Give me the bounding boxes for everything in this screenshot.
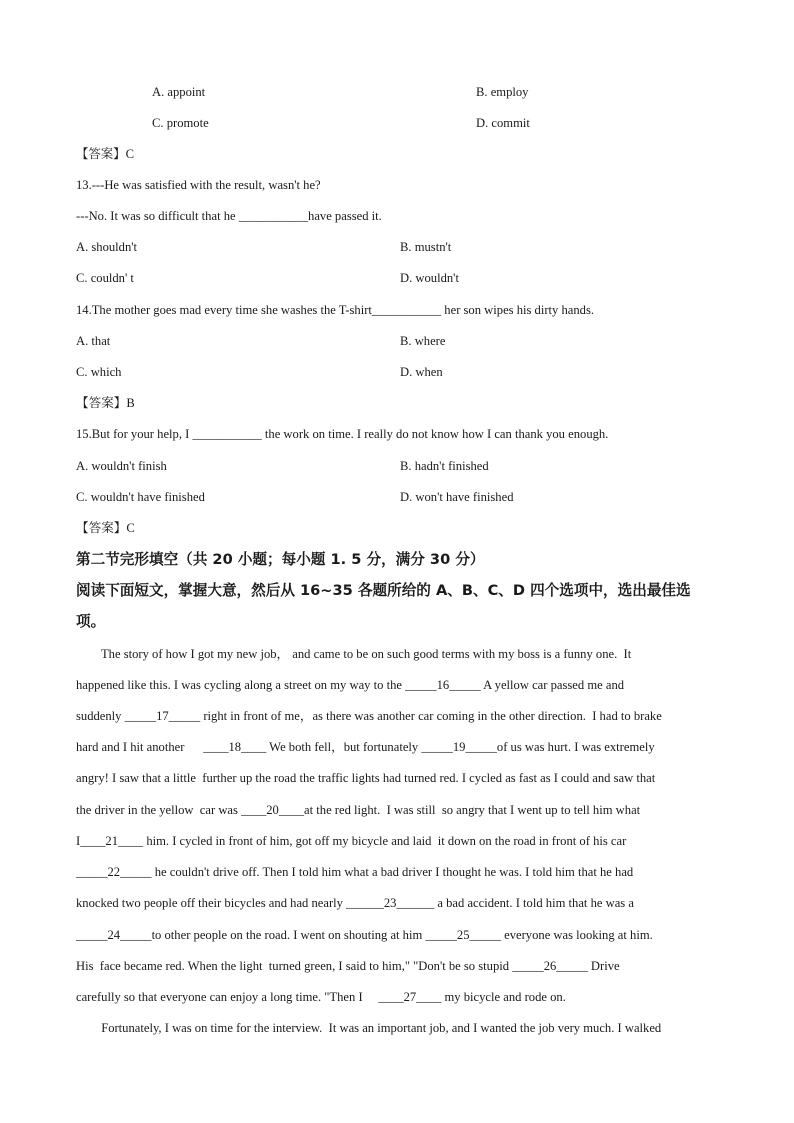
passage-text: everyone was looking at him. <box>500 928 653 942</box>
cloze-blank: _____26_____ <box>512 959 588 973</box>
passage-text: angry! I saw that a little further up the road the traffic lights had turned red. I cycled as fast as I could and saw that <box>76 771 656 785</box>
q12-answer <box>76 144 736 164</box>
q14-stem-pre: 14.The mother goes mad every time she washes the T-shirt <box>76 303 372 317</box>
passage-text: of us was hurt. I was extremely <box>496 740 655 754</box>
q14-answer <box>76 393 736 413</box>
answer-tag: 【答案】 <box>76 395 127 410</box>
q13-option-a: A. shouldn't <box>76 240 138 254</box>
q13-blank: ___________ <box>238 209 309 223</box>
cloze-blank: ____20____ <box>241 803 305 817</box>
cloze-blank: _____17_____ <box>124 709 201 723</box>
q13-option-b: B. mustn't <box>400 240 452 254</box>
q14-option-row-1 <box>76 331 736 351</box>
q15-option-row-2 <box>76 487 736 507</box>
passage-text: I <box>76 834 81 848</box>
q14-stem <box>76 300 736 320</box>
passage-text: at the red light. I was still so angry that I went up to tell him what <box>304 803 641 817</box>
cloze-blank: ____27____ <box>378 990 442 1004</box>
passage-text: Fortunately, I was on time for the interview. It was an important job, and I wanted the job very much. I walked <box>76 1021 662 1035</box>
passage-line <box>76 893 726 913</box>
cloze-blank: _____24_____ <box>76 928 152 942</box>
passage-text: happened like this. I was cycling along a street on my way to the <box>76 678 406 692</box>
q15-option-a: A. wouldn't finish <box>76 459 167 473</box>
cloze-blank: _____16_____ <box>405 678 481 692</box>
cloze-blank: _____25_____ <box>425 928 501 942</box>
answer-value: B <box>126 396 135 410</box>
passage-text: my bicycle and rode on. <box>441 990 566 1004</box>
q15-stem-post: the work on time. I really do not know how I can thank you enough. <box>261 427 609 441</box>
passage-text: to other people on the road. I went on shouting at him <box>151 928 426 942</box>
passage-text: Drive <box>587 959 620 973</box>
answer-value: C <box>126 521 135 535</box>
cloze-blank: ____18____ <box>203 740 267 754</box>
q12-option-row-1 <box>76 82 736 102</box>
passage-line <box>76 800 726 820</box>
section-instruction-line-2: 项。 <box>76 613 106 630</box>
section-instruction-line-1: 阅读下面短文，掌握大意，然后从 16~35 各题所给的 A、B、C、D 四个选项中，选出最佳选 <box>76 582 691 599</box>
passage-line <box>76 925 726 945</box>
cloze-blank: _____22_____ <box>76 865 152 879</box>
passage-line <box>76 768 726 788</box>
cloze-blank: ____21____ <box>80 834 144 848</box>
q15-option-c: C. wouldn't have finished <box>76 490 205 504</box>
q13-option-c: C. couldn' t <box>76 271 134 285</box>
q13-stem-line-2 <box>76 206 736 226</box>
q15-option-d: D. won't have finished <box>400 490 514 504</box>
passage-text: We both fell，but fortunately <box>266 740 422 754</box>
q15-answer <box>76 518 736 538</box>
q14-option-a: A. that <box>76 334 111 348</box>
passage-text: the driver in the yellow car was <box>76 803 242 817</box>
passage-text: suddenly <box>76 709 125 723</box>
q13-option-row-2 <box>76 268 736 288</box>
passage-line <box>76 644 726 664</box>
answer-tag: 【答案】 <box>76 520 127 535</box>
passage-line <box>76 706 726 726</box>
q14-blank: ___________ <box>371 303 442 317</box>
q14-option-d: D. when <box>400 365 443 379</box>
q12-option-b: B. employ <box>476 85 529 99</box>
section-title: 第二节完形填空（共 20 小题；每小题 1. 5 分，满分 30 分） <box>76 551 485 568</box>
passage-line <box>76 831 726 851</box>
q15-stem <box>76 424 736 444</box>
q14-option-b: B. where <box>400 334 446 348</box>
q15-stem-pre: 15.But for your help, I <box>76 427 193 441</box>
cloze-blank: ______23______ <box>346 896 435 910</box>
passage-text: His face became red. When the light turned green, I said to him," "Don't be so stupid <box>76 959 513 973</box>
q15-option-b: B. hadn't finished <box>400 459 489 473</box>
passage-text: carefully so that everyone can enjoy a long time. "Then I <box>76 990 379 1004</box>
passage-line <box>76 737 726 757</box>
q13-option-row-1 <box>76 237 736 257</box>
passage-text: A yellow car passed me and <box>480 678 625 692</box>
q14-option-row-2 <box>76 362 736 382</box>
q13-stem-pre: ---No. It was so difficult that he <box>76 209 239 223</box>
passage-text: The story of how I got my new job， and came to be on such good terms with my boss is a funny one. It <box>76 647 632 661</box>
passage-text: a bad accident. I told him that he was a <box>434 896 634 910</box>
passage-line <box>76 1018 726 1038</box>
passage-text: knocked two people off their bicycles and had nearly <box>76 896 347 910</box>
cloze-blank: _____19_____ <box>421 740 497 754</box>
q13-stem-post: have passed it. <box>308 209 382 223</box>
q12-option-a: A. appoint <box>152 85 206 99</box>
passage-line <box>76 862 726 882</box>
answer-value: C <box>125 147 134 161</box>
passage-line <box>76 956 726 976</box>
passage-text: him. I cycled in front of him, got off my bicycle and laid it down on the road in front of his car <box>143 834 627 848</box>
q15-option-row-1 <box>76 456 736 476</box>
passage-line <box>76 987 726 1007</box>
passage-text: he couldn't drive off. Then I told him what a bad driver I thought he was. I told him that he had <box>151 865 634 879</box>
passage-text: hard and I hit another <box>76 740 204 754</box>
q13-stem-line-1: 13.---He was satisfied with the result, wasn't he? <box>76 178 321 192</box>
passage-text: right in front of me，as there was another car coming in the other direction. I had to brake <box>200 709 662 723</box>
q14-stem-post: her son wipes his dirty hands. <box>441 303 595 317</box>
q13-option-d: D. wouldn't <box>400 271 459 285</box>
answer-tag: 【答案】 <box>76 146 126 161</box>
q15-blank: ___________ <box>192 427 262 441</box>
passage-line <box>76 675 726 695</box>
q12-option-d: D. commit <box>476 116 530 130</box>
q12-option-row-2 <box>76 113 736 133</box>
q14-option-c: C. which <box>76 365 122 379</box>
q12-option-c: C. promote <box>152 116 209 130</box>
